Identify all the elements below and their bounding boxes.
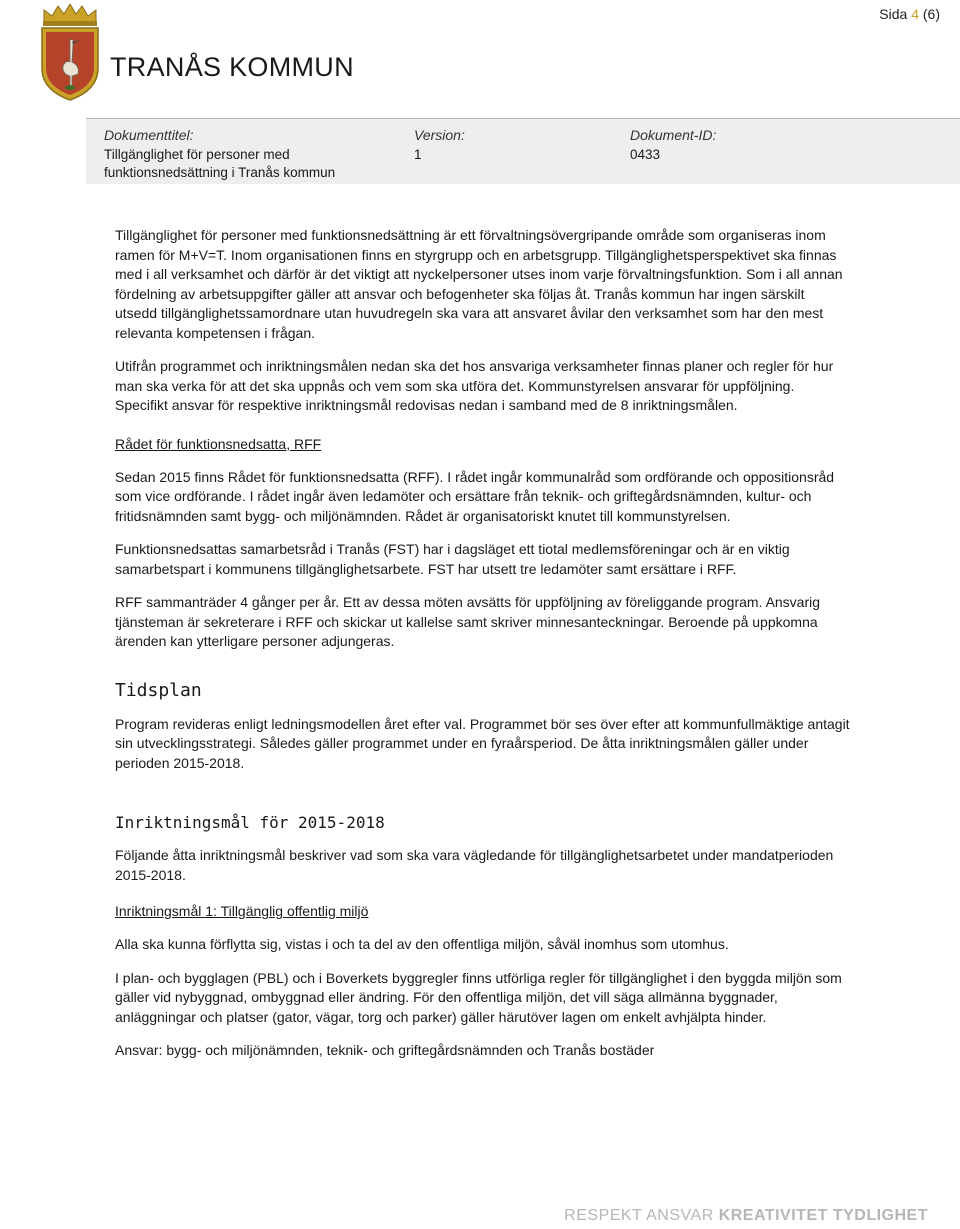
section-heading-tidsplan: Tidsplan [115, 679, 202, 701]
page-number [879, 6, 940, 22]
paragraph-fst: Funktionsnedsattas samarbetsråd i Tranås (FST) har i dagsläget ett tiotal medlemsföreningar och är en viktig samarbetspart i kommunens tillgänglighetsarbete. FST har utsett tre ledamöter samt ersättare i RFF. [115, 541, 790, 577]
meta-title [104, 127, 404, 182]
paragraph-tidsplan: Program revideras enligt ledningsmodellen året efter val. Programmet bör ses över efter att kommunfullmäktige antagit sin utvecklingsstrategi. Således gäller programmet under en fyraårsperiod. De åtta inriktningsmålen gäller under perioden 2015-2018. [115, 715, 850, 771]
meta-docid [630, 127, 830, 164]
page-total: (6) [919, 6, 940, 22]
municipal-crest-logo [36, 4, 104, 104]
footer-values [564, 1207, 928, 1225]
footer-values-bold: KREATIVITET TYDLIGHET [718, 1207, 928, 1224]
meta-title-value: Tillgänglighet för personer med funktionsnedsättning i Tranås kommun [104, 147, 336, 180]
goal-1-heading: Inriktningsmål 1: Tillgänglig offentlig miljö [115, 903, 369, 919]
section-heading-rff: Rådet för funktionsnedsatta, RFF [115, 435, 322, 452]
document-body [115, 226, 850, 1061]
paragraph-goal-1-responsibility: Ansvar: bygg- och miljönämnden, teknik- och griftegårdsnämnden och Tranås bostäder [115, 1042, 655, 1058]
paragraph-rff-meetings: RFF sammanträder 4 gånger per år. Ett av dessa möten avsätts för uppföljning av föreliggande program. Ansvarig tjänsteman är sekreterare i RFF och skickar ut kallelse samt skriver minnesanteckningar. Beroende på uppkomna ärenden kan ytterligare personer adjungeras. [115, 594, 821, 649]
paragraph-responsibility: Utifrån programmet och inriktningsmålen nedan ska det hos ansvariga verksamheter finnas planer och regler för hur man ska verka för att det ska uppnås och vem som ska utföra det. Kommunstyrelsen ansvarar för uppföljning. Specifikt ansvar för respektive inriktningsmål redovisas nedan i samband med de 8 inriktningsmålen. [115, 358, 834, 413]
meta-version-value: 1 [414, 147, 422, 162]
paragraph-organisation: Tillgänglighet för personer med funktionsnedsättning är ett förvaltningsövergripande område som organiseras inom ramen för M+V=T. Inom organisationen finns en styrgrupp och en arbetsgrupp. Tillgänglighetsperspektivet ska finnas med i all verksamhet och därför är det viktigt att nyckelpersoner utses inom varje förvaltningsfunktion. Som i all annan fördelning av arbetsuppgifter gäller att ansvar och befogenheter ska följas åt. Tranås kommun har ingen särskilt utsedd tillgänglighetssamordnare utan huvudregeln ska vara att ansvaret åvilar den verksamhet som har den mest relevanta kompetensen i frågan. [115, 227, 843, 341]
footer-values-plain: RESPEKT ANSVAR [564, 1207, 719, 1224]
meta-version-label: Version: [414, 127, 465, 143]
page-prefix: Sida [879, 6, 912, 22]
meta-title-label: Dokumenttitel: [104, 127, 194, 143]
page-current: 4 [911, 6, 919, 22]
org-name: TRANÅS KOMMUN [110, 52, 354, 82]
paragraph-goal-1-statement: Alla ska kunna förflytta sig, vistas i och ta del av den offentliga miljön, såväl inomhus som utomhus. [115, 936, 729, 952]
meta-docid-value: 0433 [630, 147, 661, 162]
paragraph-goal-1-regulations: I plan- och bygglagen (PBL) och i Boverkets byggregler finns utförliga regler för tillgänglighet i den byggda miljön som gäller vid nybyggnad, ombyggnad eller ändring. För den offentliga miljön, det vill säga allmänna byggnader, anläggningar och platser (gator, vägar, torg och parker) gäller härutöver lagen om enkelt avhjälpta hinder. [115, 969, 842, 1025]
document-metadata-bar [86, 118, 960, 184]
section-heading-goals: Inriktningsmål för 2015-2018 [115, 813, 385, 832]
meta-version [414, 127, 594, 164]
meta-docid-label: Dokument-ID: [630, 127, 717, 143]
paragraph-goals-intro: Följande åtta inriktningsmål beskriver vad som ska vara vägledande för tillgänglighetsarbetet under mandatperioden 2015-2018. [115, 847, 834, 883]
paragraph-rff-intro: Sedan 2015 finns Rådet för funktionsnedsatta (RFF). I rådet ingår kommunalråd som ordförande och oppositionsråd som vice ordförande. I rådet ingår även ledamöter och ersättare från teknik- och griftegårdsnämnden, kultur- och fritidsnämnden samt bygg- och miljönämnden. Rådet är organisatoriskt knutet till kommunstyrelsen. [115, 468, 835, 524]
